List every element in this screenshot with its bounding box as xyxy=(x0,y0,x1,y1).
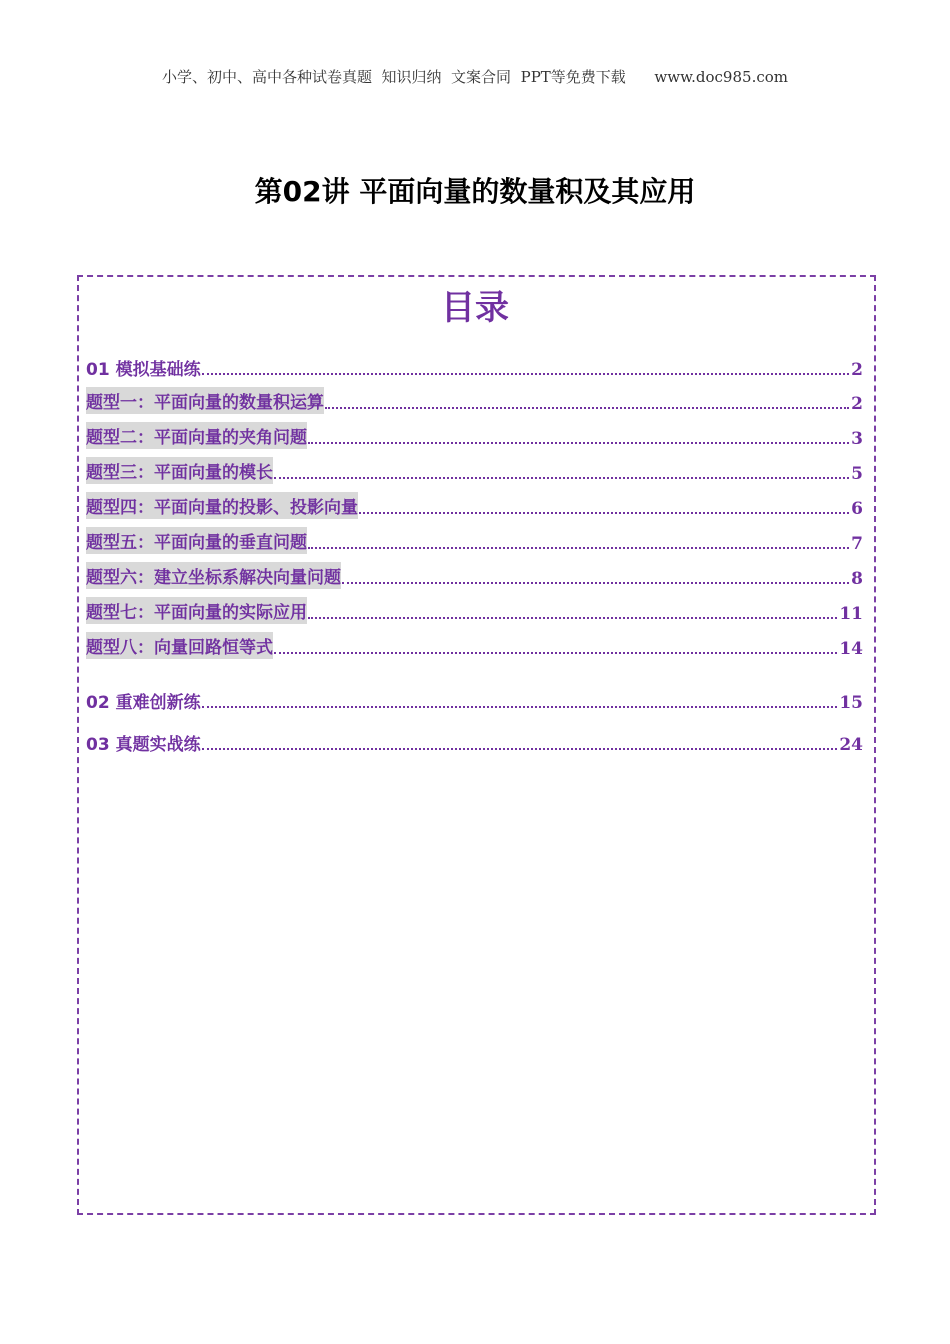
toc-entry-page: 7 xyxy=(851,534,863,554)
toc-entry-type-2[interactable] xyxy=(86,425,863,449)
toc-entry-type-6[interactable] xyxy=(86,565,863,589)
toc-entry-label: 题型一：平面向量的数量积运算 xyxy=(86,387,324,414)
toc-entry-label: 题型二：平面向量的夹角问题 xyxy=(86,422,307,449)
toc-entry-01[interactable] xyxy=(86,356,863,380)
toc-entry-type-8[interactable] xyxy=(86,635,863,659)
toc-entry-label: 题型七：平面向量的实际应用 xyxy=(86,597,307,624)
toc-dot-leader xyxy=(308,441,849,444)
toc-entry-label: 题型三：平面向量的模长 xyxy=(86,457,273,484)
toc-entry-page: 24 xyxy=(839,735,863,755)
toc-entry-page: 15 xyxy=(839,693,863,713)
toc-entry-page: 6 xyxy=(851,499,863,519)
toc-dot-leader xyxy=(274,476,849,479)
toc-entry-label: 01 模拟基础练 xyxy=(86,360,201,380)
toc-entry-label: 题型四：平面向量的投影、投影向量 xyxy=(86,492,358,519)
toc-entry-label: 02 重难创新练 xyxy=(86,693,201,713)
toc-entry-type-1[interactable] xyxy=(86,390,863,414)
toc-entry-type-3[interactable] xyxy=(86,460,863,484)
toc-entry-page: 3 xyxy=(851,429,863,449)
toc-entry-page: 8 xyxy=(851,569,863,589)
toc-dot-leader xyxy=(202,372,850,375)
toc-dot-leader xyxy=(359,511,849,514)
toc-entry-type-5[interactable] xyxy=(86,530,863,554)
toc-entry-label: 题型八：向量回路恒等式 xyxy=(86,632,273,659)
toc-entry-label: 题型五：平面向量的垂直问题 xyxy=(86,527,307,554)
toc-entry-label: 03 真题实战练 xyxy=(86,735,201,755)
toc-dot-leader xyxy=(202,747,838,750)
toc-entry-type-7[interactable] xyxy=(86,600,863,624)
toc-dot-leader xyxy=(308,546,849,549)
toc-entry-page: 5 xyxy=(851,464,863,484)
toc-entry-page: 14 xyxy=(839,639,863,659)
toc-entry-03[interactable] xyxy=(86,731,863,755)
toc-dot-leader xyxy=(202,705,838,708)
toc-dot-leader xyxy=(342,581,849,584)
toc-entry-page: 2 xyxy=(851,360,863,380)
toc-dot-leader xyxy=(308,616,837,619)
toc-heading: 目录 xyxy=(441,288,509,328)
toc-dot-leader xyxy=(325,406,849,409)
toc-entry-page: 11 xyxy=(839,604,863,624)
toc-dot-leader xyxy=(274,651,837,654)
toc-entry-label: 题型六：建立坐标系解决向量问题 xyxy=(86,562,341,589)
toc-entry-02[interactable] xyxy=(86,689,863,713)
document-title: 第02讲 平面向量的数量积及其应用 xyxy=(254,175,696,208)
toc-entry-page: 2 xyxy=(851,394,863,414)
header-banner: 小学、初中、高中各种试卷真题 知识归纳 文案合同 PPT等免费下载 www.doc985.com xyxy=(161,68,788,86)
toc-entry-type-4[interactable] xyxy=(86,495,863,519)
